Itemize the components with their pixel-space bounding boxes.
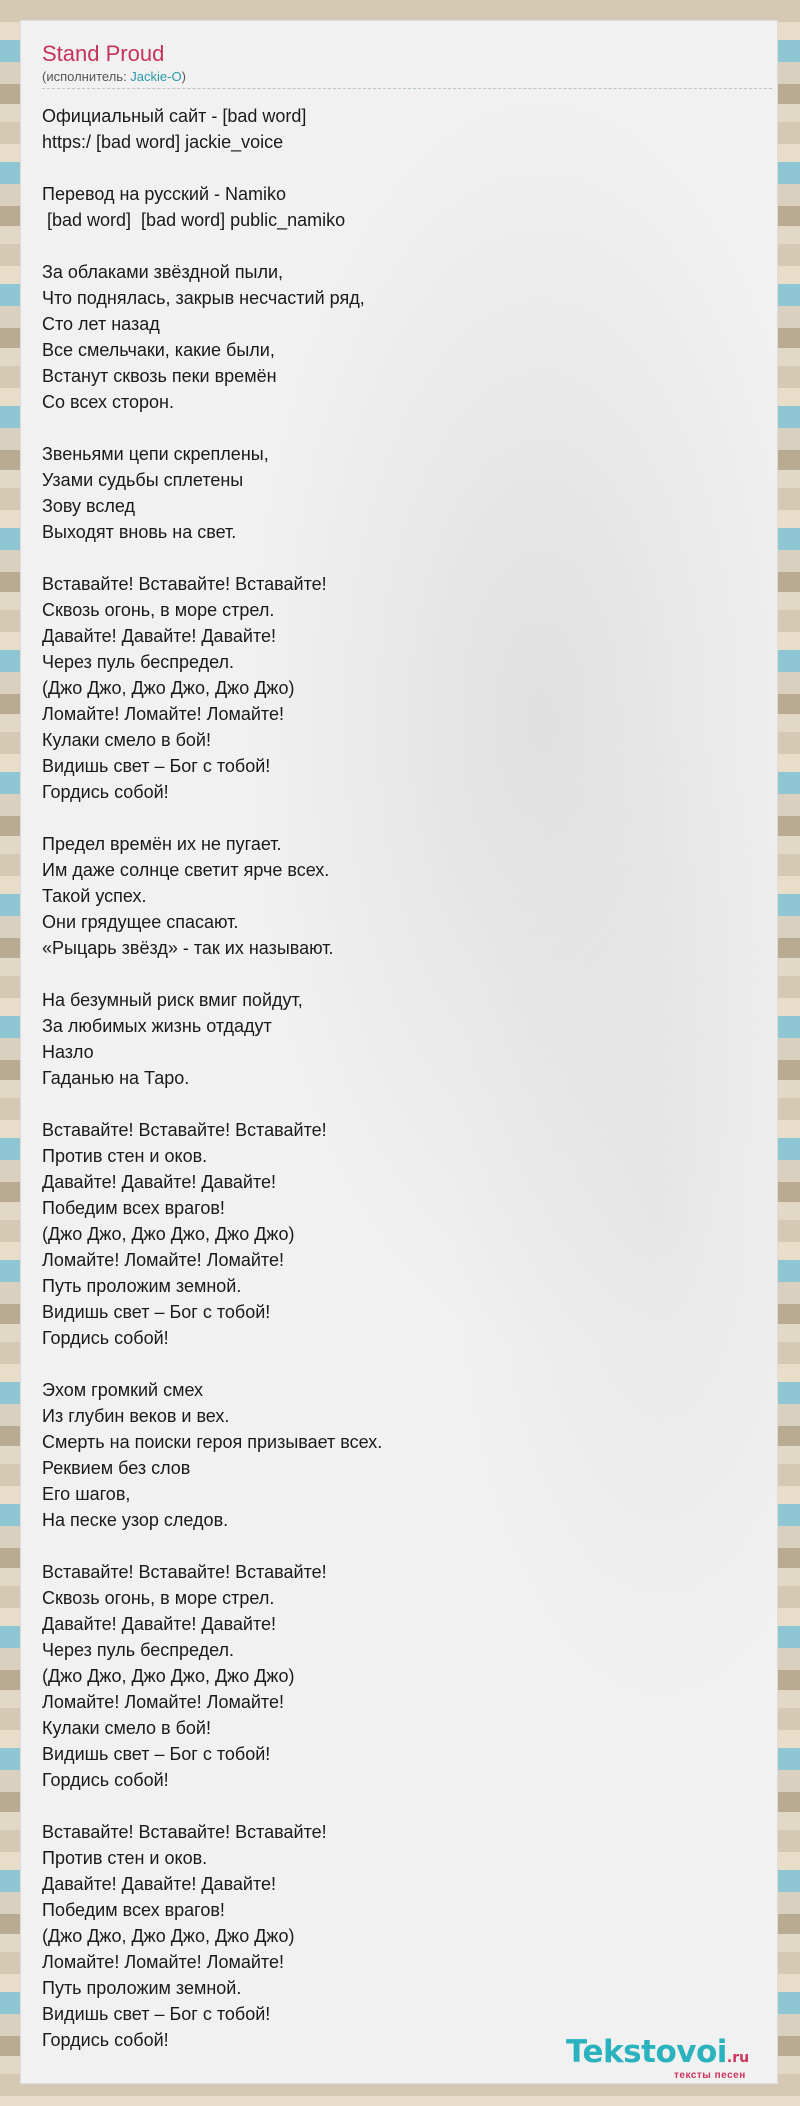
lyric-line: Ломайте! Ломайте! Ломайте! <box>42 1692 284 1712</box>
lyric-line: Официальный сайт - [bad word] <box>42 106 307 126</box>
lyric-line: Видишь свет – Бог с тобой! <box>42 2004 271 2024</box>
lyric-line: Ломайте! Ломайте! Ломайте! <box>42 1952 284 1972</box>
artist-line <box>42 68 772 89</box>
stanza-break <box>42 155 742 181</box>
lyric-line: На песке узор следов. <box>42 1510 229 1530</box>
lyric-line: Давайте! Давайте! Давайте! <box>42 1874 277 1894</box>
song-title: Stand Proud <box>42 41 165 66</box>
lyric-line: Видишь свет – Бог с тобой! <box>42 1744 271 1764</box>
stanza-break <box>42 415 742 441</box>
stanza-break <box>42 545 742 571</box>
stanza-break <box>42 233 742 259</box>
stanza-break <box>42 961 742 987</box>
lyric-line: Ломайте! Ломайте! Ломайте! <box>42 1250 284 1270</box>
lyric-line: «Рыцарь звёзд» - так их называют. <box>42 938 334 958</box>
lyric-line: Сквозь огонь, в море стрел. <box>42 600 275 620</box>
lyric-line: Перевод на русский - Namiko <box>42 184 287 204</box>
lyric-line: Видишь свет – Бог с тобой! <box>42 756 271 776</box>
lyric-line: Вставайте! Вставайте! Вставайте! <box>42 1822 327 1842</box>
stanza-break <box>42 805 742 831</box>
lyric-line: Реквием без слов <box>42 1458 191 1478</box>
lyric-line: Гаданью на Таро. <box>42 1068 190 1088</box>
lyric-line: Ломайте! Ломайте! Ломайте! <box>42 704 284 724</box>
artist-prefix: (исполнитель: <box>42 69 131 84</box>
lyric-line: Победим всех врагов! <box>42 1198 225 1218</box>
lyric-line: Все смельчаки, какие были, <box>42 340 275 360</box>
site-logo[interactable] <box>566 2034 776 2086</box>
lyric-line: Через пуль беспредел. <box>42 652 235 672</box>
lyric-line: Они грядущее спасают. <box>42 912 239 932</box>
lyric-line: (Джо Джо, Джо Джо, Джо Джо) <box>42 1926 295 1946</box>
lyric-line: Вставайте! Вставайте! Вставайте! <box>42 574 327 594</box>
lyric-line: Выходят вновь на свет. <box>42 522 237 542</box>
lyric-line: (Джо Джо, Джо Джо, Джо Джо) <box>42 678 295 698</box>
lyric-line: Гордись собой! <box>42 1328 169 1348</box>
lyric-line: Против стен и оков. <box>42 1146 208 1166</box>
lyric-line: Видишь свет – Бог с тобой! <box>42 1302 271 1322</box>
lyric-line: (Джо Джо, Джо Джо, Джо Джо) <box>42 1224 295 1244</box>
lyric-line: Эхом громкий смех <box>42 1380 204 1400</box>
lyric-line: На безумный риск вмиг пойдут, <box>42 990 303 1010</box>
lyric-line: Зову вслед <box>42 496 136 516</box>
lyric-line: Что поднялась, закрыв несчастий ряд, <box>42 288 365 308</box>
lyric-line: Из глубин веков и вех. <box>42 1406 230 1426</box>
lyric-line: Такой успех. <box>42 886 147 906</box>
logo-wordmark: Tekstovoi <box>566 2034 727 2070</box>
lyric-line: Путь проложим земной. <box>42 1276 242 1296</box>
lyrics-text <box>42 103 742 2053</box>
lyric-line: Путь проложим земной. <box>42 1978 242 1998</box>
lyric-line: За облаками звёздной пыли, <box>42 262 284 282</box>
lyric-line: Вставайте! Вставайте! Вставайте! <box>42 1562 327 1582</box>
lyric-line: Победим всех врагов! <box>42 1900 225 1920</box>
lyric-line: Гордись собой! <box>42 2030 169 2050</box>
lyric-line: Встанут сквозь пеки времён <box>42 366 277 386</box>
lyric-line: Через пуль беспредел. <box>42 1640 235 1660</box>
lyric-line: Давайте! Давайте! Давайте! <box>42 626 277 646</box>
lyric-line: Гордись собой! <box>42 782 169 802</box>
lyric-line: Давайте! Давайте! Давайте! <box>42 1614 277 1634</box>
lyric-line: За любимых жизнь отдадут <box>42 1016 272 1036</box>
logo-tagline: тексты песен <box>674 2070 746 2081</box>
lyric-line: Предел времён их не пугает. <box>42 834 282 854</box>
stanza-break <box>42 1793 742 1819</box>
lyric-line: Звеньями цепи скреплены, <box>42 444 269 464</box>
lyric-line: [bad word] [bad word] public_namiko <box>42 210 346 230</box>
lyric-line: Его шагов, <box>42 1484 131 1504</box>
lyric-line: Кулаки смело в бой! <box>42 730 211 750</box>
lyric-line: Сквозь огонь, в море стрел. <box>42 1588 275 1608</box>
lyric-line: Смерть на поиски героя призывает всех. <box>42 1432 383 1452</box>
song-header <box>42 40 772 89</box>
stanza-break <box>42 1533 742 1559</box>
lyric-line: Против стен и оков. <box>42 1848 208 1868</box>
artist-link[interactable]: Jackie-O <box>130 69 182 84</box>
lyric-line: Гордись собой! <box>42 1770 169 1790</box>
artist-suffix: ) <box>181 69 186 84</box>
lyric-line: Вставайте! Вставайте! Вставайте! <box>42 1120 327 1140</box>
lyric-line: Кулаки смело в бой! <box>42 1718 211 1738</box>
lyric-line: Давайте! Давайте! Давайте! <box>42 1172 277 1192</box>
stanza-break <box>42 1351 742 1377</box>
lyric-line: Сто лет назад <box>42 314 160 334</box>
lyric-line: (Джо Джо, Джо Джо, Джо Джо) <box>42 1666 295 1686</box>
lyric-line: https:/ [bad word] jackie_voice <box>42 132 284 152</box>
lyric-line: Узами судьбы сплетены <box>42 470 244 490</box>
lyric-line: Назло <box>42 1042 94 1062</box>
lyric-line: Со всех сторон. <box>42 392 175 412</box>
lyric-line: Им даже солнце светит ярче всех. <box>42 860 330 880</box>
logo-tld: .ru <box>726 2050 750 2066</box>
stanza-break <box>42 1091 742 1117</box>
